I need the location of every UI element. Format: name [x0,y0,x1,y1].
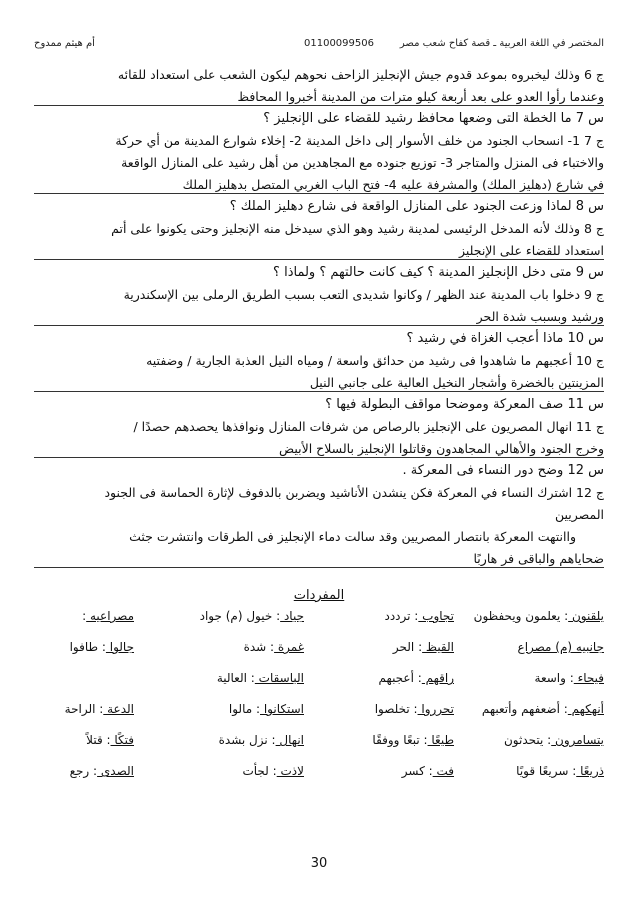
answer-line: ج 6 وذلك ليخبروه بموعد قدوم جيش الإنجليز الزاحف نحوهم ليكون الشعب على استعداد للقائه [117,67,604,82]
qa-content [34,64,604,789]
page-header [34,38,604,54]
answer-line: ج 7 1- انسحاب الجنود من خلف الأسوار إلى داخل المدينة 2- إخلاء شوارع المدينة من أي حركة [115,133,604,148]
vocab-entry: يلقنون : يعلمون ويحفظون [473,609,604,623]
vocab-entry: الصدى : رجع [69,764,134,778]
vocab-row [34,758,604,789]
vocab-entry: استكانوا : مالوا [228,702,304,716]
answer-line: وعندما رأوا العدو على بعد أربعة كيلو مترات من المدينة أخبروا المحافظ [34,86,604,108]
header-phone: 01100099506 [304,38,374,49]
answer-line: ورشيد وبسبب شدة الحر [34,306,604,328]
vocab-entry: فت : كسر [401,764,454,778]
answer-line: في شارع (دهليز الملك) والمشرفة عليه 4- فتح الباب الغربي المتصل بدهليز الملك [34,174,604,196]
answer-line: ضحاياهم والباقى فر هاربًا [34,548,604,570]
vocab-row [34,665,604,696]
answer-line: استعداد للقضاء على الإنجليز [34,240,604,262]
vocab-entry: طيعًا : تبعًا ووفقًا [372,733,454,747]
answer-line: ج 8 وذلك لأنه المدخل الرئيسى لمدينة رشيد وهو الذي سيدخل منه الإنجليز وحتى يكونوا على أتم [111,221,604,236]
answer-line: والاختباء فى المنزل والمتاجر 3- توزيع جنوده مع المجاهدين من أهل رشيد على المنازل الواقعة [121,155,604,170]
vocab-entry: الباسقات : العالية [216,671,304,685]
question-line: س 7 ما الخطة التى وضعها محافظ رشيد للقضاء على الإنجليز ؟ [263,111,604,126]
vocab-entry: فيحاء : واسعة [534,671,604,685]
header-title: المختصر في اللغة العربية ـ قصة كفاح شعب مصر [399,38,604,49]
answer-line: ج 11 انهال المصريون على الإنجليز بالرصاص من شرفات المنازل ونوافذها يحصدهم حصدًا / [133,419,604,434]
answer-line: واانتهت المعركة بانتصار المصريين وقد سالت دماء الإنجليز فى الطرقات وانتشرت جثث [129,529,576,544]
answer-line: ج 9 دخلوا باب المدينة عند الظهر / وكانوا شديدى التعب بسبب الطريق الرملى بين الإسكندرية [123,287,604,302]
vocab-entry: غمرة : شدة [243,640,304,654]
page-number: 30 [310,856,328,871]
vocab-title: المفردات [293,588,345,603]
question-line: س 9 متى دخل الإنجليز المدينة ؟ كيف كانت حالتهم ؟ ولماذا ؟ [273,265,604,280]
answer-line: ج 12 اشترك النساء في المعركة فكن ينشدن الأناشيد ويضربن بالدفوف لإثارة الحماسة فى الجنود [104,485,604,500]
vocab-row [34,603,604,634]
vocab-entry: لاذت : لجأت [242,764,304,778]
vocab-entry: تجاوب : ترددد [384,609,454,623]
vocab-row [34,634,604,665]
vocab-entry: جانبيه (م) مصراع [517,640,604,654]
vocab-entry: جياد : خيول (م) جواد [199,609,304,623]
header-author: أم هيثم ممدوح [34,38,95,49]
vocab-entry: راقهم : أعجبهم [378,671,454,685]
question-line: س 8 لماذا وزعت الجنود على المنازل الواقعة فى شارع دهليز الملك ؟ [229,199,604,214]
vocab-entry: انهال : نزل بشدة [218,733,304,747]
vocab-entry: تحرروا : تخلصوا [374,702,454,716]
answer-line: المزينتين بالخضرة وأشجار النخيل العالية على جانبي النيل [34,372,604,394]
vocab-entry: ذريعًا : سريعًا قويًا [516,764,604,778]
vocab-entry: القيظ : الحر [392,640,454,654]
vocab-entry: يتسامرون : يتحدثون [503,733,604,747]
vocab-entry: الدعة : الراحة [64,702,134,716]
answer-line: وخرج الجنود والأهالي المجاهدون وقاتلوا الإنجليز بالسلاح الأبيض [34,438,604,460]
answer-line: المصريين [554,507,604,522]
vocab-entry: أنهكهم : أضعفهم وأتعبهم [481,702,604,716]
vocab-row [34,727,604,758]
vocab-entry: مصراعيه : [82,609,134,623]
vocab-entry: جالوا : طافوا [69,640,134,654]
vocab-row [34,696,604,727]
question-line: س 10 ماذا أعجب الغزاة في رشيد ؟ [406,331,604,346]
question-line: س 12 وضح دور النساء فى المعركة . [402,463,604,478]
answer-line: ج 10 أعجبهم ما شاهدوا فى رشيد من حدائق واسعة / ومياه النيل العذبة الجارية / وضفتيه [146,353,604,368]
question-line: س 11 صف المعركة وموضحا مواقف البطولة فيها ؟ [325,397,604,412]
vocab-entry: فتكًا : قتلاً [86,733,134,747]
